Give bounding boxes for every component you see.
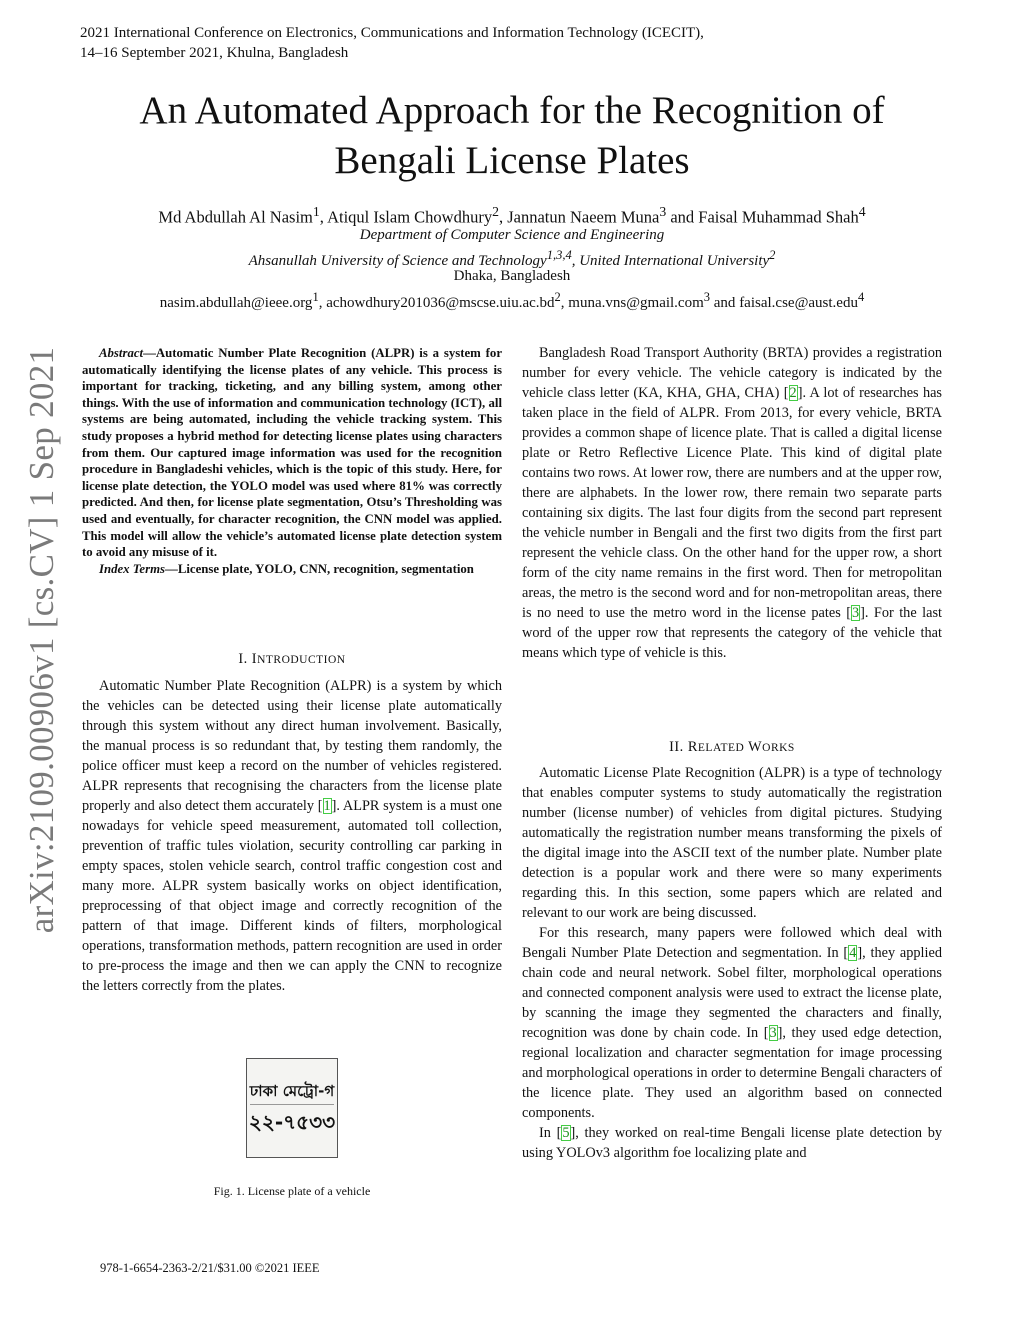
figure-caption: Fig. 1. License plate of a vehicle <box>213 1184 371 1198</box>
university-2: United International University <box>579 253 770 269</box>
index-terms-text: —License plate, YOLO, CNN, recognition, segmentation <box>165 561 474 576</box>
citation-link[interactable]: 1 <box>323 798 331 814</box>
intro-heading-rest: NTRODUCTION <box>257 654 346 666</box>
email-3[interactable]: muna.vns@gmail.com <box>568 295 704 311</box>
conference-header <box>80 23 840 63</box>
related-text-c: ], they used edge detection, regional localization and character segmentation for image processing and morphological operations in order to determine Bengali characters of the licence plate. They used an algorithm based on connected components. <box>522 1025 942 1121</box>
related-heading-rest1: ELATED <box>697 742 745 754</box>
related-heading-first1: R <box>687 739 698 755</box>
citation-link[interactable]: 3 <box>769 1025 777 1041</box>
related-heading-num: II. <box>669 739 684 755</box>
author-3: Jannatun Naeem Muna <box>507 207 660 227</box>
related-text-a: For this research, many papers were followed which deal with Bengali Number Plate Detection and segmentation. In [ <box>522 925 942 961</box>
abstract-text: —Automatic Number Plate Recognition (ALPR) is a system for automatically identifying the license plates of any vehicle. This process is important for tracking, ticketing, and any billing system, among other things. With the use of information and communication technology (ICT), all systems are being automated, including the vehicle tracking system. This study proposes a hybrid method for detecting license plates using characters from them. Our captured image information was used for the recognition procedure in Bangladeshi vehicles, which is the topic of this study. Here, for license plate detection, the YOLO model was used where 81% was correctly predicted. And then, for license plate segmentation, Otsu’s Thresholding was used and eventually, for character recognition, the CNN model was applied. This model will allow the vehicle’s automated license plate detection system to avoid any misuse of it. <box>82 346 502 560</box>
citation-link[interactable]: 2 <box>789 385 797 401</box>
author-list: Md Abdullah Al Nasim$^1$, Atiqul Islam Chowdhury$^2$, Jannatun Naeem Muna$^3$ and Faisal Muhammad Shah$^4$ <box>158 204 866 227</box>
author-1: Md Abdullah Al Nasim <box>158 207 313 227</box>
intro-body <box>82 676 502 996</box>
related-text-b: ], they applied chain code and neural network. Sobel filter, morphological operations and connected component analysis were used to extract the license plate, by scanning the image they segmented the characters and finally, recognition was done by chain code. In [ <box>522 945 942 1041</box>
brta-text-a: Bangladesh Road Transport Authority (BRTA) provides a registration number for every vehicle. The vehicle category is indicated by the vehicle class letter (KA, KHA, GHA, CHA) [ <box>522 345 942 401</box>
email-2-sup: 2 <box>554 290 561 304</box>
author-2-sup: 2 <box>492 204 499 219</box>
abstract <box>82 345 502 577</box>
brta-text-c: ]. For the last word of the upper row that represents the category of the vehicle that means which type of vehicle is this. <box>522 605 942 661</box>
citation-link[interactable]: 4 <box>849 945 857 961</box>
intro-text-b: ]. ALPR system is a must one nowadays for vehicle speed measurement, automated toll collection, prevention of traffic tules violation, security controlling car parking in empty spaces, stolen vehicle search, control traffic congestion cost and many more. ALPR system basically works on object identification, preprocessing of that object image and correctly recognition of the pattern of that image. Different kinds of filters, morphological operations, transformation methods, pattern recognition are used in order to pre-process the image and then we can apply the CNN to recognize the letters correctly from the plates. <box>82 798 502 994</box>
related-paragraph-2 <box>522 923 942 1123</box>
abstract-label: Abstract <box>99 346 144 360</box>
related-works-heading <box>522 737 942 758</box>
related-heading-rest2: ORKS <box>762 742 795 754</box>
intro-heading-num: I. <box>238 651 248 667</box>
author-1-sup: 1 <box>312 204 320 219</box>
email-and: and <box>713 295 736 311</box>
plate-row-1: ঢাকা মেট্রো-গ <box>250 1078 334 1105</box>
author-4-sup: 4 <box>858 204 866 219</box>
related-text-e: ], they worked on real-time Bengali license plate detection by using YOLOv3 algorithm foe localizing plate and <box>522 1125 943 1161</box>
related-text-d: In [ <box>539 1125 562 1141</box>
university-1: Ahsanullah University of Science and Technology <box>248 253 547 269</box>
university-2-sup: 2 <box>769 248 776 262</box>
email-4[interactable]: faisal.cse@aust.edu <box>739 295 858 311</box>
title-line-2: Bengali License Plates <box>334 139 690 182</box>
right-column-top <box>522 343 942 663</box>
copyright-footer: 978-1-6654-2363-2/21/$31.00 ©2021 IEEE <box>100 1261 320 1275</box>
brta-text-b: ]. A lot of researches has taken place in the field of ALPR. From 2013, for every vehicle, BRTA provides a common shape of licence plate. That is called a digital license plate or Retro Reflective Licence Plate. This kind of digital plate contains two rows. At lower row, there are numbers and at the upper row, there are alphabets. In the lower row, there remain two separate parts containing six digits. The last four digits from the second part represent the vehicle number in Bengali and the first two digits from the first part represent the vehicle class. On the other hand for the upper row, a short form of the city name remains in the first word. Then for metropolitan areas, the metro is the second word and for non-metropolitan areas, there is no need to use the metro word in the license pates [ <box>522 385 942 621</box>
intro-paragraph <box>82 676 502 996</box>
conference-line-2: 14–16 September 2021, Khulna, Bangladesh <box>80 45 349 61</box>
email-3-sup: 3 <box>703 290 711 304</box>
title-line-1: An Automated Approach for the Recognition of <box>139 89 885 132</box>
email-2[interactable]: achowdhury201036@mscse.uiu.ac.bd <box>326 295 555 311</box>
universities: Ahsanullah University of Science and Technology$^{1,3,4}$, United International University$^2$ <box>248 248 776 269</box>
license-plate-image <box>246 1058 338 1158</box>
author-4: Faisal Muhammad Shah <box>698 207 859 227</box>
intro-heading-first: I <box>251 651 258 667</box>
related-heading-first2: W <box>748 739 763 755</box>
plate-row-2: ২২-৭৫৩৩ <box>248 1109 336 1134</box>
university-1-sup: 1,3,4 <box>546 248 572 262</box>
arxiv-stamp: arXiv:2109.00906v1 [cs.CV] 1 Sep 2021 <box>22 346 61 934</box>
author-3-sup: 3 <box>659 204 667 219</box>
email-1[interactable]: nasim.abdullah@ieee.org <box>159 295 313 311</box>
email-4-sup: 4 <box>857 290 865 304</box>
related-paragraph-1: Automatic License Plate Recognition (ALPR) is a type of technology that enables computer systems to study automatically the registration number (license number) of vehicles from digital pictures. Studying automatically the registration number means transforming the pixels of the digital image into the ASCII text of the number plate. Number plate detection is a popular work and there were so many experiments regarding this. In this section, some papers which are related and relevant to our work are being discussed. <box>522 765 942 921</box>
city: Dhaka, Bangladesh <box>453 268 571 284</box>
conference-line-1: 2021 International Conference on Electronics, Communications and Information Technology (ICECIT), <box>80 25 704 41</box>
related-works-body <box>522 763 942 1163</box>
department: Department of Computer Science and Engineering <box>359 227 665 243</box>
intro-heading <box>82 649 502 670</box>
related-paragraph-3 <box>522 1123 942 1163</box>
email-1-sup: 1 <box>312 290 319 304</box>
author-2: Atiqul Islam Chowdhury <box>327 207 493 227</box>
brta-paragraph <box>522 343 942 663</box>
paper-title <box>0 86 1024 186</box>
author-and: and <box>670 207 695 227</box>
citation-link[interactable]: 3 <box>851 605 860 621</box>
citation-link[interactable]: 5 <box>562 1125 570 1141</box>
emails: nasim.abdullah@ieee.org$^1$, $achowdhury201036@mscse.uiu.ac.bd^2$, muna.vns@gmail.com$^3$ and faisal.cse@aust.edu$^4$ <box>159 290 865 311</box>
index-terms-label: Index Terms <box>99 561 166 576</box>
intro-text-a: Automatic Number Plate Recognition (ALPR) is a system by which the vehicles can be detected using their license plate automatically through this system without any direct human involvement. Basically, the manual process is so redundant that, by testing them randomly, the police officer must keep a record on the number of vehicles registered. ALPR represents that recognising the characters from the license plate properly and also detect them accurately [ <box>82 678 502 814</box>
